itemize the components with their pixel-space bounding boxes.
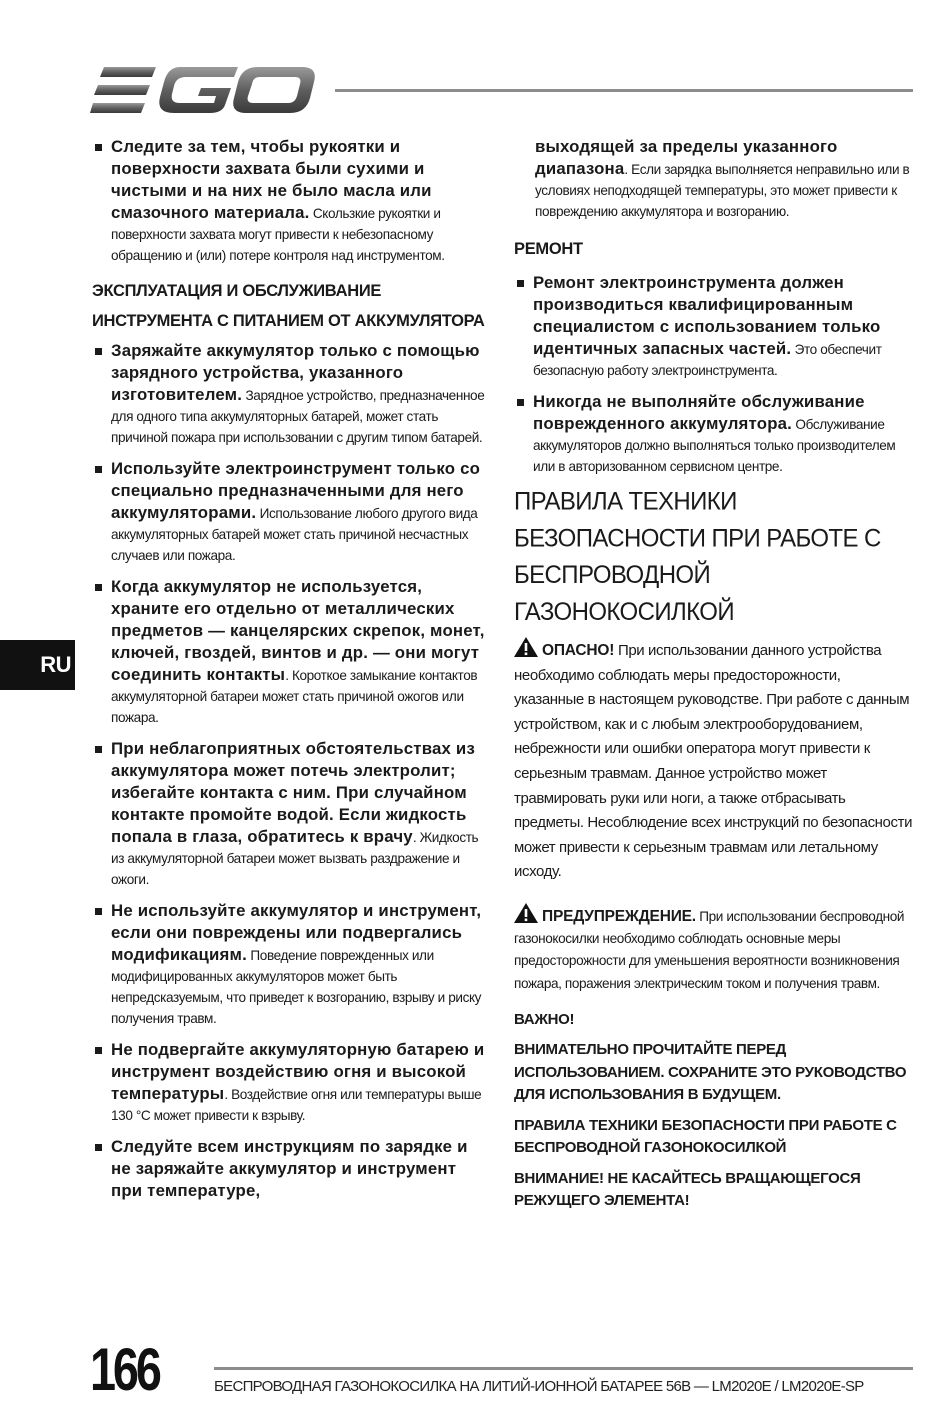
bullet-normal-text: . Воздействие огня или температуры выше 130 °C может привести к взрыву. xyxy=(111,1087,482,1123)
page-number: 166 xyxy=(90,1336,159,1403)
right-column xyxy=(514,136,914,1221)
header-rule xyxy=(335,89,913,92)
bullet-normal-text: Использование любого другого вида аккумуляторных батарей может стать причиной несчастных случаев или пожара. xyxy=(111,506,478,563)
bullet-bold-text: При неблагоприятных обстоятельствах из аккумулятора может потечь электролит; избегайте контакта с ним. При случайном контакте промойте водой. Если жидкость попала в глаза, обратитесь к врачу xyxy=(111,739,475,846)
list-item xyxy=(92,136,488,266)
danger-paragraph xyxy=(514,637,914,885)
warning-triangle-icon xyxy=(514,903,538,923)
list-item xyxy=(514,391,914,477)
bullet-bold-text: Ремонт электроинструмента должен производиться квалифицированным специалистом с использованием только идентичных запасных частей. xyxy=(533,273,881,358)
warning-paragraph xyxy=(514,903,914,995)
danger-text: При использовании данного устройства необходимо соблюдать меры предосторожности, указанные в настоящем руководстве. При работе с данным устройством, как и с любым электрооборудованием, небрежности или ошибки оператора могут привести к серьезным травмам. Данное устройство может травмировать руки или ноги, а также отбрасывать предметы. Несоблюдение всех инструкций по безопасности может привести к серьезным травмам или летальному исходу. xyxy=(514,642,913,881)
list-item xyxy=(92,340,488,448)
bullet-normal-text: Обслуживание аккумуляторов должно выполняться только производителем или в авторизованном сервисном центре. xyxy=(533,417,896,474)
bullet-normal-text: . Если зарядка выполняется неправильно или в условиях неподходящей температуры, это может привести к повреждению аккумулятора и возгоранию. xyxy=(535,162,910,219)
warning-text: При использовании беспроводной газонокосилки необходимо соблюдать основные меры предосторожности для уменьшения вероятности возникновения пожара, поражения электрическим током и получения травм. xyxy=(514,908,905,991)
bullet-bold-text: Заряжайте аккумулятор только с помощью зарядного устройства, указанного изготовителем. xyxy=(111,341,480,404)
footer-rule xyxy=(214,1367,913,1370)
list-item xyxy=(92,1136,488,1202)
bullet-normal-text: Скользкие рукоятки и поверхности захвата могут привести к небезопасному обращению и (или) потере контроля над инструментом. xyxy=(111,206,445,263)
rules-title: ПРАВИЛА ТЕХНИКИ БЕЗОПАСНОСТИ ПРИ РАБОТЕ С БЕСПРОВОДНОЙ ГАЗОНОКОСИЛКОЙ xyxy=(514,1116,897,1157)
bullet-normal-text: Зарядное устройство, предназначенное для одного типа аккумуляторных батарей, может стать причиной пожара при использовании с другим типом батарей. xyxy=(111,388,485,445)
bullet-normal-text: Поведение поврежденных или модифицированных аккумуляторов может быть непредсказуемым, что приведет к возгоранию, взрыву и риску получения травм. xyxy=(111,948,482,1026)
footer-text: БЕСПРОВОДНАЯ ГАЗОНОКОСИЛКА НА ЛИТИЙ-ИОННОЙ БАТАРЕЕ 56В — LM2020E / LM2020E-SP xyxy=(214,1378,864,1395)
attention-text: ВНИМАНИЕ! НЕ КАСАЙТЕСЬ ВРАЩАЮЩЕГОСЯ РЕЖУЩЕГО ЭЛЕМЕНТА! xyxy=(514,1169,861,1210)
bullet-bold-text: Используйте электроинструмент только со специально предназначенными для него аккумуляторами. xyxy=(111,459,481,522)
danger-label: ОПАСНО! xyxy=(542,642,615,659)
bullet-normal-text: . Короткое замыкание контактов аккумуляторной батареи может стать причиной ожогов или пожара. xyxy=(111,668,478,725)
left-column xyxy=(92,136,488,1212)
list-item xyxy=(92,900,488,1029)
list-item xyxy=(92,458,488,566)
bullet-bold-text: Следите за тем, чтобы рукоятки и поверхности захвата были сухими и чистыми и на них не было масла или смазочного материала. xyxy=(111,137,432,222)
list-item xyxy=(514,272,914,381)
section-title: ЭКСПЛУАТАЦИЯ И ОБСЛУЖИВАНИЕ ИНСТРУМЕНТА С ПИТАНИЕМ ОТ АККУМУЛЯТОРА xyxy=(92,282,485,330)
bullet-bold-text: Не используйте аккумулятор и инструмент, если они повреждены или подвергались модификациям. xyxy=(111,901,482,964)
bullet-bold-text: Следуйте всем инструкциям по зарядке и не заряжайте аккумулятор и инструмент при температуре, xyxy=(111,1137,468,1200)
important-label: ВАЖНО! xyxy=(514,1010,575,1028)
bullet-bold-text: Не подвергайте аккумуляторную батарею и инструмент воздействию огня и высокой температуры xyxy=(111,1040,485,1103)
ego-logo xyxy=(90,64,315,116)
list-item xyxy=(92,576,488,728)
bullet-bold-text: выходящей за пределы указанного диапазона xyxy=(535,137,838,178)
bullet-normal-text: . Жидкость из аккумуляторной батареи может вызвать раздражение и ожоги. xyxy=(111,830,479,887)
important-text: ВНИМАТЕЛЬНО ПРОЧИТАЙТЕ ПЕРЕД ИСПОЛЬЗОВАНИЕМ. СОХРАНИТЕ ЭТО РУКОВОДСТВО ДЛЯ ИСПОЛЬЗОВАНИЯ В БУДУЩЕМ. xyxy=(514,1041,907,1104)
repair-section-title: РЕМОНТ xyxy=(514,240,583,258)
bullet-normal-text: Это обеспечит безопасную работу электроинструмента. xyxy=(533,342,882,378)
list-item xyxy=(92,1039,488,1126)
bullet-bold-text: Никогда не выполняйте обслуживание поврежденного аккумулятора. xyxy=(533,392,865,433)
warning-label: ПРЕДУПРЕЖДЕНИЕ. xyxy=(542,907,696,925)
continued-item xyxy=(535,136,914,222)
list-item xyxy=(92,738,488,890)
language-tab: RU xyxy=(0,640,75,690)
page-heading: ПРАВИЛА ТЕХНИКИ БЕЗОПАСНОСТИ ПРИ РАБОТЕ С БЕСПРОВОДНОЙ ГАЗОНОКОСИЛКОЙ xyxy=(514,487,881,627)
bullet-bold-text: Когда аккумулятор не используется, храните его отдельно от металлических предметов — канцелярских скрепок, монет, ключей, гвоздей, винтов и др. — они могут соединить контакты xyxy=(111,577,485,684)
warning-triangle-icon xyxy=(514,637,538,657)
